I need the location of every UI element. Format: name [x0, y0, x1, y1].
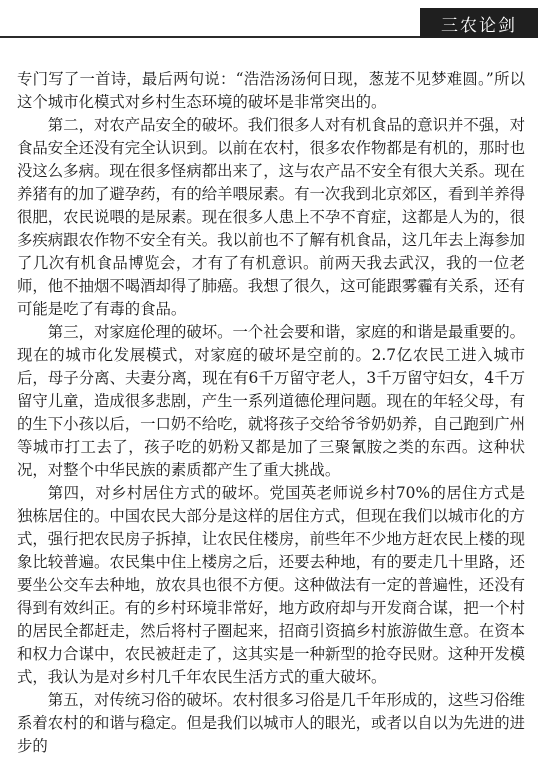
- paragraph-family-ethics: 第三，对家庭伦理的破坏。一个社会要和谐，家庭的和谐是最重要的。现在的城市化发展模式，对家庭的破坏是空前的。2.7亿农民工进入城市后，母子分离、夫妻分离，现在有6千万留守老人，3千万留守妇女，4千万留守儿童，造成很多悲剧，产生一系列道德伦理问题。现在的年轻父母，有的生下小孩以后，一口奶不给吃，就将孩子交给爷爷奶奶养，自己跑到广州等城市打工去了，孩子吃的奶粉又都是加了三聚氰胺之类的东西。这种状况，对整个中华民族的素质都产生了重大挑战。: [17, 323, 525, 479]
- paragraph-continuation: 专门写了一首诗，最后两句说：“浩浩汤汤何日现，葱茏不见梦难圆。”所以这个城市化模式对乡村生态环境的破坏是非常突出的。: [17, 70, 525, 111]
- section-title: 三农论剑: [441, 15, 517, 36]
- article-body: [17, 68, 525, 758]
- paragraph-rural-housing: 第四，对乡村居住方式的破坏。党国英老师说乡村70%的居住方式是独栋居住的。中国农民大部分是这样的居住方式，但现在我们以城市化的方式，强行把农民房子拆掉，让农民住楼房，前些年不少地方赶农民上楼的现象比较普遍。农民集中住上楼房之后，还要去种地，有的要走几十里路，还要坐公交车去种地，放农具也很不方便。这种做法有一定的普遍性，还没有得到有效纠正。有的乡村环境非常好，地方政府却与开发商合谋，把一个村的居民全都赶走，然后将村子圈起来，招商引资搞乡村旅游做生意。在资本和权力合谋中，农民被赶走了，这其实是一种新型的抢夺民财。这种开发模式，我认为是对乡村几千年农民生活方式的重大破坏。: [17, 484, 525, 686]
- section-title-tab: [420, 8, 538, 38]
- paragraph-agri-safety: 第二，对农产品安全的破坏。我们很多人对有机食品的意识并不强，对食品安全还没有完全认识到。以前在农村，很多农作物都是有机的，那时也没这么多病。现在很多怪病都出来了，这与农产品不安全有很大关系。现在养猪有的加了避孕药，有的给羊喂尿素。有一次我到北京郊区，看到羊养得很肥，农民说喂的是尿素。现在很多人患上不孕不育症，这都是人为的，很多疾病跟农作物不安全有关。我以前也不了解有机食品，这几年去上海参加了几次有机食品博览会，才有了有机意识。前两天我去武汉，我的一位老师，他不抽烟不喝酒却得了肺癌。我想了很久，这可能跟雾霾有关系，还有可能是吃了有毒的食品。: [17, 116, 525, 318]
- paragraph-traditional-customs: 第五，对传统习俗的破坏。农村很多习俗是几千年形成的，这些习俗维系着农村的和谐与稳定。但是我们以城市人的眼光，或者以自以为先进的进步的: [17, 691, 525, 755]
